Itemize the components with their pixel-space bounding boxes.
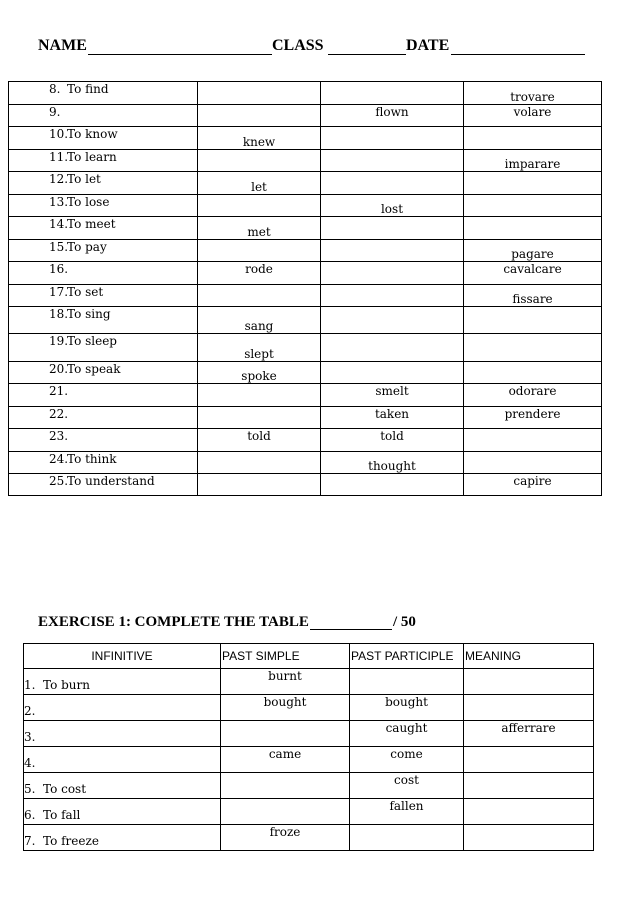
row-number: 4.	[24, 756, 36, 770]
col-header-meaning: MEANING	[464, 644, 594, 669]
infinitive-text: To know	[67, 127, 118, 141]
infinitive-cell[interactable]	[9, 240, 198, 262]
past-simple-text: slept	[244, 347, 274, 361]
table-row	[9, 172, 602, 195]
past-simple-cell[interactable]	[198, 82, 321, 105]
past-simple-text: burnt	[268, 669, 302, 683]
worksheet-header	[38, 37, 586, 59]
past-participle-cell[interactable]	[321, 240, 464, 262]
table-row	[9, 307, 602, 334]
infinitive-cell[interactable]	[9, 474, 198, 496]
table-row	[24, 721, 594, 747]
infinitive-cell[interactable]	[9, 82, 198, 105]
past-simple-text: met	[247, 225, 271, 239]
past-simple-cell[interactable]	[221, 773, 350, 799]
date-label: DATE	[406, 37, 450, 54]
infinitive-text: To pay	[67, 240, 107, 254]
past-participle-text: thought	[368, 459, 416, 473]
past-participle-cell[interactable]	[321, 407, 464, 429]
past-simple-text: told	[247, 429, 271, 443]
meaning-cell[interactable]	[464, 307, 602, 334]
row-number: 13.	[49, 195, 69, 209]
meaning-cell[interactable]	[464, 429, 602, 452]
class-blank[interactable]	[328, 54, 406, 55]
col-header-past-simple: PAST SIMPLE	[221, 644, 350, 669]
meaning-text: prendere	[504, 407, 561, 421]
table-row	[9, 195, 602, 217]
past-simple-cell[interactable]	[198, 452, 321, 474]
past-simple-cell[interactable]	[198, 240, 321, 262]
past-participle-cell[interactable]	[321, 82, 464, 105]
past-participle-cell[interactable]	[350, 825, 464, 851]
infinitive-cell[interactable]	[9, 105, 198, 127]
infinitive-text: To let	[67, 172, 101, 186]
infinitive-cell[interactable]	[24, 773, 221, 799]
table-row	[9, 285, 602, 307]
past-simple-cell[interactable]	[198, 127, 321, 150]
table-row	[9, 384, 602, 407]
infinitive-cell[interactable]	[9, 334, 198, 362]
infinitive-text: To speak	[67, 362, 121, 376]
past-simple-text: sang	[244, 319, 274, 333]
row-number: 10.	[49, 127, 69, 141]
past-participle-cell[interactable]	[321, 285, 464, 307]
exercise-title: EXERCISE 1: COMPLETE THE TABLE	[38, 614, 309, 630]
infinitive-cell[interactable]	[9, 150, 198, 172]
meaning-text: capire	[513, 474, 552, 488]
exercise-table	[23, 643, 594, 851]
meaning-cell[interactable]	[464, 695, 594, 721]
past-participle-text: cost	[394, 773, 419, 787]
table-row	[24, 669, 594, 695]
infinitive-text: To set	[67, 285, 104, 299]
past-participle-cell[interactable]	[321, 307, 464, 334]
past-simple-text: froze	[269, 825, 301, 839]
past-simple-text: spoke	[241, 369, 277, 383]
past-participle-text: fallen	[389, 799, 424, 813]
infinitive-text: To think	[67, 452, 117, 466]
meaning-cell[interactable]	[464, 240, 602, 262]
table-row	[24, 773, 594, 799]
row-number: 11.	[49, 150, 69, 164]
infinitive-text: To sing	[67, 307, 111, 321]
table-row	[9, 262, 602, 285]
exercise-score: / 50	[393, 614, 416, 630]
row-number: 9.	[49, 105, 61, 119]
meaning-text: trovare	[510, 90, 555, 104]
past-participle-cell[interactable]	[321, 334, 464, 362]
table-row	[9, 452, 602, 474]
col-header-past-participle: PAST PARTICIPLE	[350, 644, 464, 669]
infinitive-cell[interactable]	[9, 452, 198, 474]
exercise-title-bar	[38, 614, 416, 631]
past-simple-cell[interactable]	[198, 285, 321, 307]
infinitive-text: To cost	[43, 782, 87, 796]
past-simple-cell[interactable]	[221, 747, 350, 773]
table-row	[9, 127, 602, 150]
table-row	[9, 150, 602, 172]
row-number: 17.	[49, 285, 69, 299]
meaning-cell[interactable]	[464, 362, 602, 384]
table-row	[9, 217, 602, 240]
table-row	[24, 747, 594, 773]
past-participle-cell[interactable]	[350, 747, 464, 773]
infinitive-cell[interactable]	[9, 217, 198, 240]
infinitive-cell[interactable]	[9, 285, 198, 307]
infinitive-cell[interactable]	[9, 384, 198, 407]
table-row	[24, 825, 594, 851]
row-number: 16.	[49, 262, 69, 276]
past-participle-cell[interactable]	[321, 429, 464, 452]
past-simple-cell[interactable]	[221, 799, 350, 825]
past-participle-cell[interactable]	[321, 127, 464, 150]
past-participle-text: smelt	[375, 384, 409, 398]
past-participle-cell[interactable]	[321, 105, 464, 127]
row-number: 24.	[49, 452, 69, 466]
past-participle-cell[interactable]	[321, 384, 464, 407]
infinitive-cell[interactable]	[9, 429, 198, 452]
past-participle-cell[interactable]	[321, 362, 464, 384]
meaning-text: fissare	[512, 292, 553, 306]
row-number: 6.	[24, 808, 36, 822]
infinitive-cell[interactable]	[9, 307, 198, 334]
meaning-cell[interactable]	[464, 172, 602, 195]
past-simple-cell[interactable]	[221, 721, 350, 747]
row-number: 12.	[49, 172, 69, 186]
infinitive-cell[interactable]	[24, 695, 221, 721]
past-participle-cell[interactable]	[321, 217, 464, 240]
past-simple-cell[interactable]	[221, 695, 350, 721]
meaning-cell[interactable]	[464, 82, 602, 105]
meaning-cell[interactable]	[464, 262, 602, 285]
past-simple-text: came	[268, 747, 302, 761]
name-label: NAME	[38, 37, 87, 54]
past-participle-cell[interactable]	[350, 773, 464, 799]
infinitive-cell[interactable]	[9, 262, 198, 285]
meaning-cell[interactable]	[464, 127, 602, 150]
table-row	[9, 334, 602, 362]
meaning-cell[interactable]	[464, 474, 602, 496]
past-participle-text: bought	[385, 695, 428, 709]
row-number: 20.	[49, 362, 69, 376]
col-header-infinitive: INFINITIVE	[24, 644, 221, 669]
past-simple-cell[interactable]	[198, 362, 321, 384]
past-simple-cell[interactable]	[198, 384, 321, 407]
infinitive-text: To burn	[43, 678, 90, 692]
infinitive-cell[interactable]	[24, 799, 221, 825]
meaning-cell[interactable]	[464, 384, 602, 407]
infinitive-text: To understand	[67, 474, 155, 488]
meaning-text: afferrare	[501, 721, 556, 735]
table-row	[9, 474, 602, 496]
past-simple-text: let	[251, 180, 267, 194]
past-participle-cell[interactable]	[321, 195, 464, 217]
past-simple-cell[interactable]	[198, 334, 321, 362]
past-simple-cell[interactable]	[198, 262, 321, 285]
past-participle-text: caught	[385, 721, 428, 735]
meaning-cell[interactable]	[464, 105, 602, 127]
past-participle-text: told	[380, 429, 404, 443]
past-simple-cell[interactable]	[221, 669, 350, 695]
infinitive-cell[interactable]	[24, 721, 221, 747]
row-number: 1.	[24, 678, 36, 692]
meaning-text: cavalcare	[503, 262, 562, 276]
infinitive-cell[interactable]	[9, 127, 198, 150]
meaning-cell[interactable]	[464, 799, 594, 825]
past-simple-cell[interactable]	[198, 307, 321, 334]
meaning-cell[interactable]	[464, 150, 602, 172]
past-participle-text: lost	[380, 202, 404, 216]
row-number: 23.	[49, 429, 69, 443]
past-simple-cell[interactable]	[198, 105, 321, 127]
row-number: 19.	[49, 334, 69, 348]
table-row	[9, 105, 602, 127]
infinitive-text: To meet	[67, 217, 116, 231]
past-participle-text: come	[390, 747, 423, 761]
past-participle-cell[interactable]	[321, 150, 464, 172]
row-number: 15.	[49, 240, 69, 254]
row-number: 5.	[24, 782, 36, 796]
meaning-cell[interactable]	[464, 825, 594, 851]
past-participle-cell[interactable]	[321, 474, 464, 496]
infinitive-cell[interactable]	[9, 172, 198, 195]
table-row	[9, 407, 602, 429]
infinitive-cell[interactable]	[9, 362, 198, 384]
row-number: 14.	[49, 217, 69, 231]
meaning-cell[interactable]	[464, 747, 594, 773]
past-simple-cell[interactable]	[221, 825, 350, 851]
infinitive-text: To fall	[43, 808, 81, 822]
past-simple-cell[interactable]	[198, 407, 321, 429]
infinitive-cell[interactable]	[24, 669, 221, 695]
past-simple-cell[interactable]	[198, 172, 321, 195]
infinitive-cell[interactable]	[9, 407, 198, 429]
past-participle-text: flown	[375, 105, 409, 119]
infinitive-text: To lose	[67, 195, 110, 209]
past-participle-cell[interactable]	[350, 721, 464, 747]
table-row	[9, 82, 602, 105]
row-number: 18.	[49, 307, 69, 321]
exercise-header-row	[24, 644, 594, 669]
meaning-cell[interactable]	[464, 407, 602, 429]
row-number: 2.	[24, 704, 36, 718]
infinitive-text: To freeze	[43, 834, 99, 848]
past-participle-cell[interactable]	[350, 669, 464, 695]
meaning-cell[interactable]	[464, 334, 602, 362]
infinitive-cell[interactable]	[9, 195, 198, 217]
past-simple-text: rode	[245, 262, 273, 276]
score-blank[interactable]	[310, 629, 392, 630]
meaning-cell[interactable]	[464, 285, 602, 307]
row-number: 21.	[49, 384, 69, 398]
past-simple-cell[interactable]	[198, 150, 321, 172]
row-number: 22.	[49, 407, 69, 421]
meaning-cell[interactable]	[464, 195, 602, 217]
date-blank[interactable]	[451, 54, 585, 55]
infinitive-cell[interactable]	[24, 747, 221, 773]
past-simple-cell[interactable]	[198, 195, 321, 217]
past-participle-cell[interactable]	[321, 172, 464, 195]
meaning-cell[interactable]	[464, 452, 602, 474]
row-number: 25.	[49, 474, 69, 488]
table-row	[9, 240, 602, 262]
past-participle-text: taken	[374, 407, 410, 421]
row-number: 8.	[49, 82, 61, 96]
infinitive-text: To learn	[67, 150, 117, 164]
past-simple-cell[interactable]	[198, 429, 321, 452]
table-row	[24, 695, 594, 721]
meaning-cell[interactable]	[464, 217, 602, 240]
table-row	[9, 429, 602, 452]
past-simple-text: knew	[242, 135, 276, 149]
past-simple-text: bought	[263, 695, 307, 709]
meaning-text: volare	[513, 105, 552, 119]
meaning-cell[interactable]	[464, 669, 594, 695]
infinitive-text: To sleep	[67, 334, 117, 348]
meaning-text: pagare	[511, 247, 554, 261]
infinitive-cell[interactable]	[24, 825, 221, 851]
meaning-cell[interactable]	[464, 721, 594, 747]
class-label: CLASS	[272, 37, 324, 54]
past-participle-cell[interactable]	[350, 695, 464, 721]
meaning-cell[interactable]	[464, 773, 594, 799]
table-row	[24, 799, 594, 825]
infinitive-text: To find	[67, 82, 109, 96]
meaning-text: odorare	[508, 384, 557, 398]
verbs-table-continued	[8, 81, 602, 496]
past-participle-cell[interactable]	[321, 262, 464, 285]
past-participle-cell[interactable]	[321, 452, 464, 474]
row-number: 3.	[24, 730, 36, 744]
table-row	[9, 362, 602, 384]
meaning-text: imparare	[504, 157, 561, 171]
past-participle-cell[interactable]	[350, 799, 464, 825]
name-blank[interactable]	[88, 54, 272, 55]
past-simple-cell[interactable]	[198, 217, 321, 240]
past-simple-cell[interactable]	[198, 474, 321, 496]
row-number: 7.	[24, 834, 36, 848]
